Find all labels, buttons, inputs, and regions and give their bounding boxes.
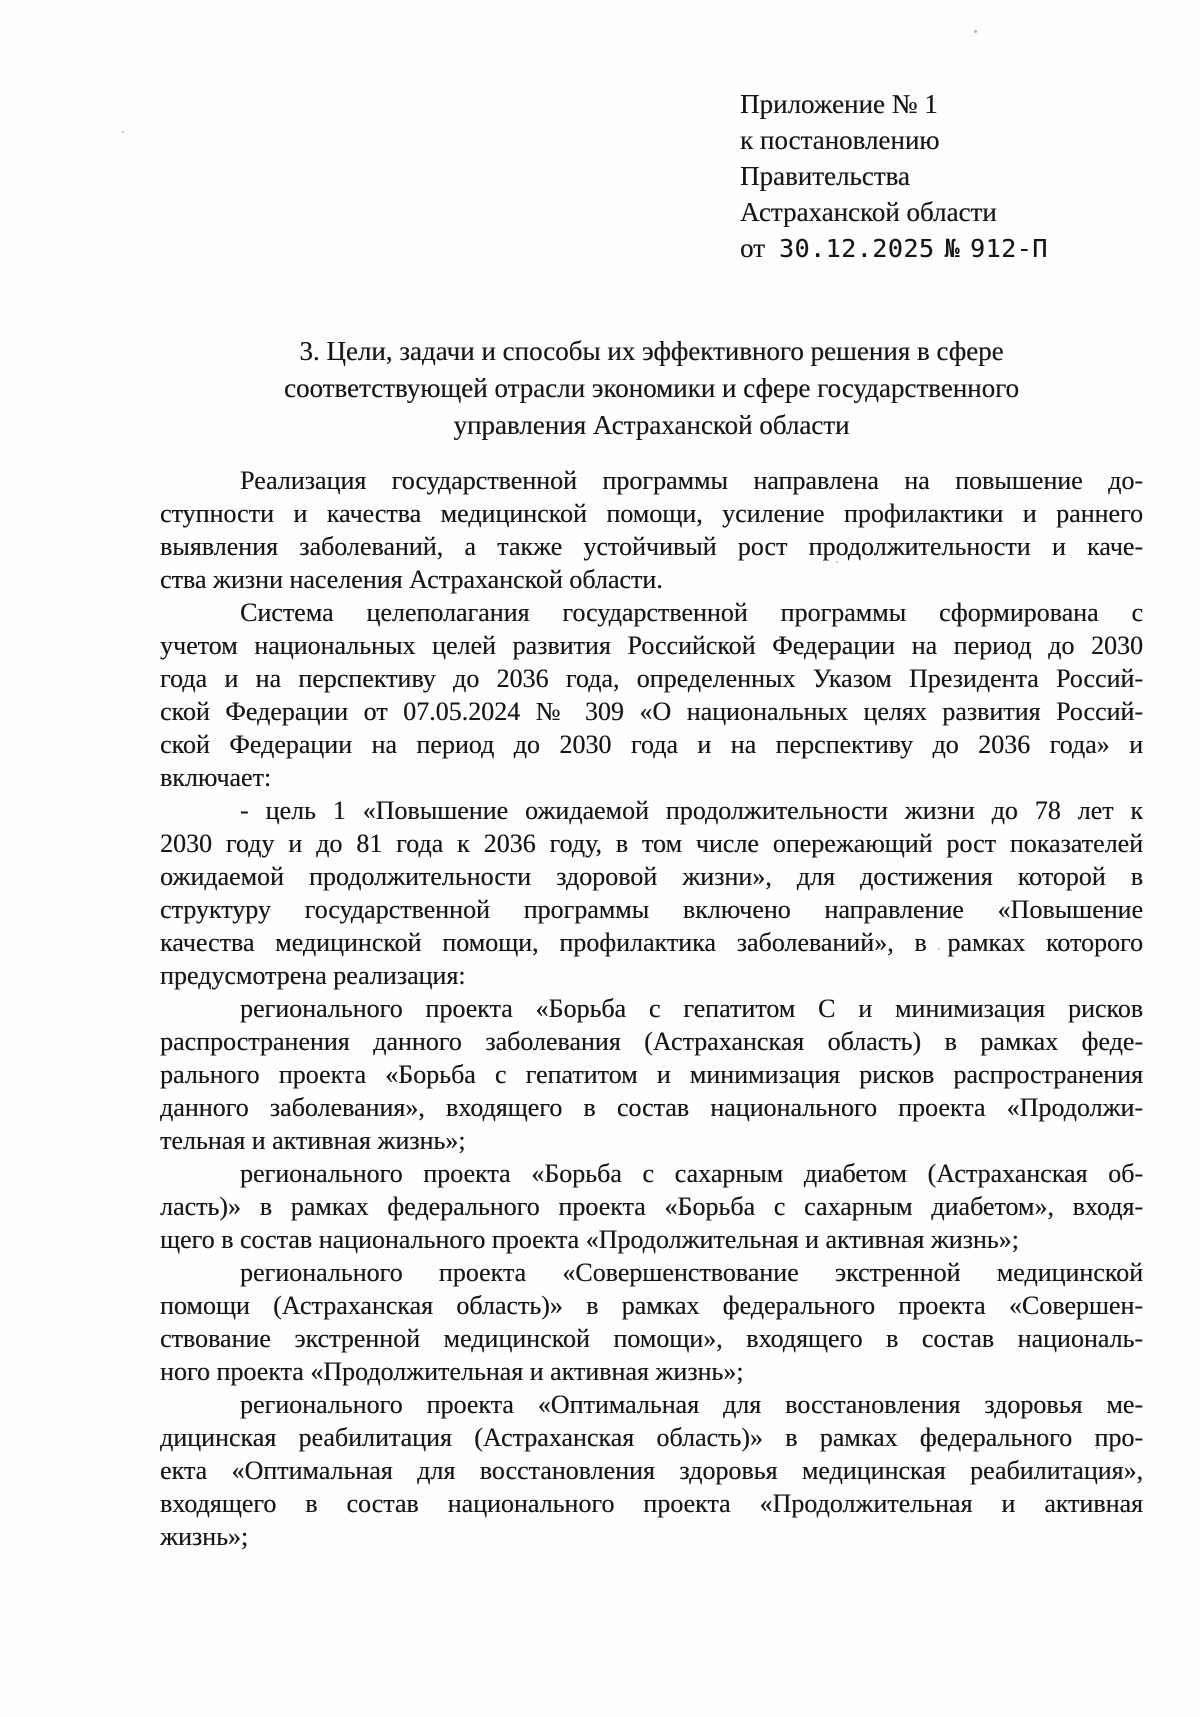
section-title-line: 3. Цели, задачи и способы их эффективного решения в сфере xyxy=(299,336,1004,366)
paragraph-line: ласть)» в рамках федерального проекта «Борьба с сахарным диабетом», входя- xyxy=(160,1192,1143,1221)
paragraph-line: включает: xyxy=(160,763,272,792)
paragraph xyxy=(160,1388,1143,1553)
paragraph-line: Система целеполагания государственной программы сформирована с xyxy=(240,598,1143,627)
section-title-line: управления Астраханской области xyxy=(453,410,850,440)
paragraph xyxy=(160,1256,1143,1388)
paragraph-line: 2030 году и до 81 года к 2036 году, в том числе опережающий рост показателей xyxy=(160,829,1143,858)
paragraph-line: данного заболевания», входящего в состав национального проекта «Продолжи- xyxy=(160,1093,1143,1122)
appendix-header-line: к постановлению xyxy=(740,125,940,155)
paragraph-line: ожидаемой продолжительности здоровой жизни», для достижения которой в xyxy=(160,862,1143,891)
paragraph-line: предусмотрена реализация: xyxy=(160,961,466,990)
scan-speckle xyxy=(799,252,801,254)
paragraph-line: Реализация государственной программы направлена на повышение до- xyxy=(240,466,1143,495)
paragraph-line: регионального проекта «Оптимальная для восстановления здоровья ме- xyxy=(240,1390,1143,1419)
paragraph-line: рального проекта «Борьба с гепатитом и минимизация рисков распространения xyxy=(160,1060,1143,1089)
paragraph-line: года и на перспективу до 2036 года, определенных Указом Президента Россий- xyxy=(160,664,1143,693)
appendix-header xyxy=(740,86,1070,267)
appendix-header-line: Приложение № 1 xyxy=(740,89,938,119)
paragraph-line: структуру государственной программы включено направление «Повышение xyxy=(160,895,1143,924)
scan-speckle xyxy=(122,131,124,133)
section-title xyxy=(160,333,1143,444)
paragraph-line: ства жизни населения Астраханской области. xyxy=(160,565,663,594)
scan-speckle xyxy=(836,561,838,563)
paragraph xyxy=(160,794,1143,992)
paragraph-line: ступности и качества медицинской помощи, усиление профилактики и раннего xyxy=(160,499,1143,528)
paragraph-line: - цель 1 «Повышение ожидаемой продолжительности жизни до 78 лет к xyxy=(240,796,1143,825)
paragraph-line: ской Федерации на период до 2030 года и на перспективу до 2036 года» и xyxy=(160,730,1143,759)
scan-speckle xyxy=(974,30,977,33)
paragraph-line: помощи (Астраханская область)» в рамках федерального проекта «Совершен- xyxy=(160,1291,1143,1320)
paragraph-line: учетом национальных целей развития Российской Федерации на период до 2030 xyxy=(160,631,1143,660)
paragraph xyxy=(160,992,1143,1157)
scan-speckle xyxy=(938,948,940,950)
appendix-header-line: Правительства xyxy=(740,161,910,191)
date-prefix: от xyxy=(740,233,765,263)
paragraph xyxy=(160,1157,1143,1256)
paragraph-line: качества медицинской помощи, профилактика заболеваний», в рамках которого xyxy=(160,928,1143,957)
paragraph-line: жизнь»; xyxy=(160,1522,249,1551)
paragraph-line: ствование экстренной медицинской помощи», входящего в состав националь- xyxy=(160,1324,1143,1353)
scan-speckle xyxy=(1096,1447,1098,1449)
paragraph-line: ного проекта «Продолжительная и активная жизнь»; xyxy=(160,1357,744,1386)
paragraph-line: регионального проекта «Борьба с сахарным диабетом (Астраханская об- xyxy=(240,1159,1143,1188)
document-number: 912-П xyxy=(970,234,1048,263)
paragraph-line: екта «Оптимальная для восстановления здоровья медицинская реабилитация», xyxy=(160,1456,1143,1485)
paragraph-line: ской Федерации от 07.05.2024 № 309 «О национальных целях развития Россий- xyxy=(160,697,1143,726)
paragraph-line: входящего в состав национального проекта «Продолжительная и активная xyxy=(160,1489,1143,1518)
body-text xyxy=(160,464,1143,1553)
paragraph-line: щего в состав национального проекта «Продолжительная и активная жизнь»; xyxy=(160,1225,1019,1254)
number-sign: № xyxy=(944,234,961,263)
document-date: 30.12.2025 xyxy=(778,234,935,263)
paragraph-line: регионального проекта «Борьба с гепатитом С и минимизация рисков xyxy=(240,994,1143,1023)
appendix-header-line: Астраханской области xyxy=(740,197,997,227)
paragraph xyxy=(160,464,1143,596)
paragraph-line: регионального проекта «Совершенствование экстренной медицинской xyxy=(240,1258,1143,1287)
paragraph-line: выявления заболеваний, а также устойчивый рост продолжительности и каче- xyxy=(160,532,1143,561)
document-date-line xyxy=(740,230,1070,267)
paragraph-line: тельная и активная жизнь»; xyxy=(160,1126,466,1155)
section-title-line: соответствующей отрасли экономики и сфере государственного xyxy=(283,373,1020,403)
paragraph xyxy=(160,596,1143,794)
paragraph-line: дицинская реабилитация (Астраханская область)» в рамках федерального про- xyxy=(160,1423,1143,1452)
paragraph-line: распространения данного заболевания (Астраханская область) в рамках феде- xyxy=(160,1027,1143,1056)
